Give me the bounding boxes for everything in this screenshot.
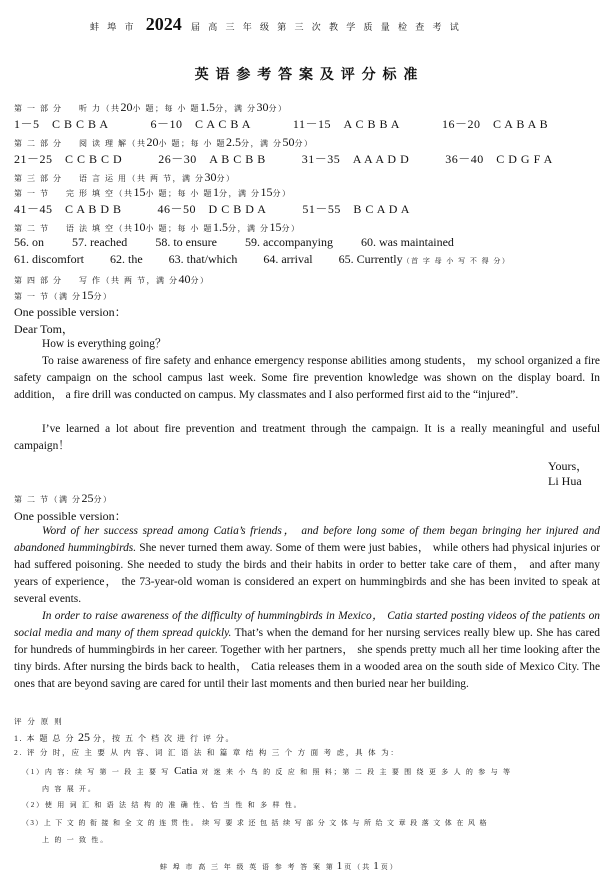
criteria-item-1: （1）内 容：续 写 第 一 段 主 要 写 Catia 对 迷 来 小 鸟 的 反 应 和 照 料；第 二 段 主 要 围 绕 更 多 人 的 参 与 等 <box>22 765 512 777</box>
criteria-item-3: （3）上 下 文 的 衔 接 和 全 文 的 连 贯 性。 续 写 要 求 还 包 括 续 写 部 分 文 体 与 所 给 文 章 段 落 文 体 在 风 格 <box>22 819 488 827</box>
criteria-item-3-cont: 上 的 一 致 性。 <box>42 836 109 844</box>
story-version: One possible version： <box>14 509 127 523</box>
part3-heading: 第 三 部 分 语 言 运 用（共 两 节，满 分30分） <box>14 170 236 184</box>
part2-answers: 21－25 C C B C D 26－30 A B C B B 31－35 A A A D D 36－40 C D G F A <box>14 152 553 166</box>
letter-p3: I’ve learned a lot about fire prevention and treatment through the campaign. It is a really meaningful and useful campaign！ <box>14 423 600 452</box>
story-p2 <box>14 608 600 693</box>
page-footer: 蚌 埠 市 高 三 年 级 英 语 参 考 答 案 第 1 页（共 1 页） <box>160 860 399 872</box>
letter-closing: Yours， <box>548 459 589 473</box>
story-p1 <box>14 523 600 608</box>
part3-s1-heading: 第 一 节 完 形 填 空（共15小 题；每 小 题1分，满 分15分） <box>14 185 292 199</box>
criteria-item-1-cont: 内 容 展 开。 <box>42 785 97 793</box>
part1-heading: 第 一 部 分 听 力（共20小 题；每 小 题1.5分，满 分30分） <box>14 100 288 114</box>
lowercase-note: （首 字 母 小 写 不 得 分） <box>402 257 511 265</box>
part4-s2-heading: 第 二 节（满 分25分） <box>14 491 113 505</box>
letter-greeting: Dear Tom， <box>14 322 74 336</box>
criteria-1: 1. 本 题 总 分 25 分，按 五 个 档 次 进 行 评 分。 <box>14 730 235 744</box>
story-p1-body: She never turned them away. Some of them were just babies， while others had physical injuries or had suffered poisoning. She needed to study the birds and their habits in order to better take care of them， and after many years of experience， the 73-year-old woman is considered an expert on hummingbirds and she has been invited to speak at several events. <box>14 542 600 605</box>
part3-s2-row2: 61. discomfort 62. the 63. that/which 64. arrival 65. Currently（首 字 母 小 写 不 得 分） <box>14 252 511 266</box>
story-p1-opening: Word of her success spread among Catia’s friends， and before long some of them began bringing her injured and abandoned hummingbirds. <box>14 525 600 554</box>
part1-answers: 1－5 C B C B A 6－10 C A C B A 11－15 A C B B A 16－20 C A B A B <box>14 117 549 131</box>
part2-heading: 第 二 部 分 阅 读 理 解（共20小 题；每 小 题2.5分，满 分50分） <box>14 135 314 149</box>
story-p2-opening: In order to raise awareness of the difficulty of hummingbirds in Mexico， Catia started posting videos of the patients on social media and many of them spread quickly. <box>14 610 600 639</box>
criteria-2: 2. 评 分 时，应 主 要 从 内 容、词 汇 语 法 和 篇 章 结 构 三 个 方 面 考 虑，具 体 为： <box>14 748 400 757</box>
part3-s1-answers: 41－45 C A B D B 46－50 D C B D A 51－55 B C A D A <box>14 202 410 216</box>
page-title: 英 语 参 考 答 案 及 评 分 标 准 <box>194 67 419 83</box>
letter-signature: Li Hua <box>548 474 582 488</box>
letter-p1: How is everything going？ <box>42 338 167 350</box>
part4-heading: 第 四 部 分 写 作（共 两 节，满 分40分） <box>14 272 210 286</box>
part4-s1-heading: 第 一 节（满 分15分） <box>14 288 113 302</box>
header-year: 2024 <box>145 14 182 34</box>
exam-header <box>90 14 462 35</box>
letter-version: One possible version： <box>14 305 127 319</box>
criteria-item-2: （2）使 用 词 汇 和 语 法 结 构 的 准 确 性、恰 当 性 和 多 样 性。 <box>22 801 303 809</box>
letter-p2: To raise awareness of fire safety and enhance emergency response abilities among students， my school organized a fire safety campaign on the school campus last week. Some fire prevention knowledge was shown on the display board. In addition， a fire drill was conducted on campus. My classmates and I also performed first aid to the “injured”. <box>14 355 600 401</box>
part3-s2-heading: 第 二 节 语 法 填 空（共10小 题；每 小 题1.5分，满 分15分） <box>14 220 301 234</box>
header-city: 蚌 埠 市 <box>90 22 137 32</box>
header-rest: 届 高 三 年 级 第 三 次 教 学 质 量 检 查 考 试 <box>191 22 462 32</box>
part3-s2-row1: 56. on 57. reached 58. to ensure 59. accompanying 60. was maintained <box>14 235 454 249</box>
criteria-title: 评 分 原 则 <box>14 717 64 726</box>
story-p2-body: That’s when the demand for her nursing services really blew up. She has cared for hundreds of hummingbirds in her career. Together with her partners， she spends pretty much all her time looking after the tiny birds. After nursing the birds back to health， Catia releases them in a wooded area on the south side of Mexico City. The ones that are beyond saving are cared for until their last moments and then buried near her building. <box>14 627 600 690</box>
